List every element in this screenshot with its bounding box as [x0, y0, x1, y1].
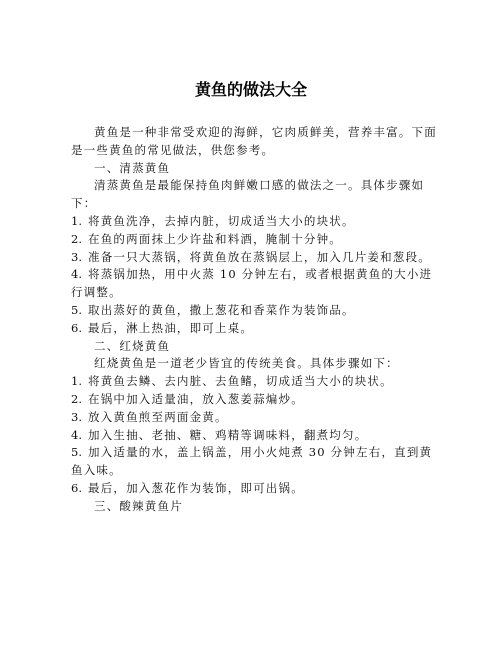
step-number: 6.: [71, 480, 82, 495]
section-heading-sour-spicy: 三、酸辣黄鱼片: [94, 498, 183, 513]
step-text: 最后，加入葱花作为装饰，即可出锅。: [88, 480, 304, 495]
step-item: [71, 409, 439, 427]
step-text: 将黄鱼洗净，去掉内脏，切成适当大小的块状。: [88, 213, 355, 228]
step-number: 1.: [71, 213, 82, 228]
step-number: 2.: [71, 391, 82, 406]
step-number: 4.: [71, 427, 82, 442]
section-heading-braised: 二、红烧黄鱼: [94, 338, 171, 353]
step-number: 1.: [71, 374, 82, 389]
step-text: 加入生抽、老抽、糖、鸡精等调味料，翻煮均匀。: [88, 427, 368, 442]
document-title: 黄鱼的做法大全: [194, 80, 307, 99]
step-text: 在鱼的两面抹上少许盐和料酒，腌制十分钟。: [88, 231, 342, 246]
step-text: 在锅中加入适量油，放入葱姜蒜煸炒。: [88, 391, 304, 406]
step-text: 将蒸锅加热，用中火蒸 10 分钟左右，或者根据黄鱼的大小进行调整。: [71, 267, 433, 300]
step-text: 准备一只大蒸锅，将黄鱼放在蒸锅层上，加入几片姜和葱段。: [88, 249, 431, 264]
step-text: 将黄鱼去鳞、去内脏、去鱼鳍，切成适当大小的块状。: [88, 374, 393, 389]
step-item: [71, 320, 439, 338]
step-item: [71, 249, 439, 267]
section-lead-steamed: 清蒸黄鱼是最能保持鱼肉鲜嫩口感的做法之一。具体步骤如下：: [71, 178, 425, 211]
step-item: [71, 302, 439, 320]
step-number: 4.: [71, 267, 82, 282]
step-number: 3.: [71, 249, 82, 264]
step-number: 3.: [71, 409, 82, 424]
step-number: 2.: [71, 231, 82, 246]
step-text: 最后，淋上热油，即可上桌。: [88, 320, 254, 335]
step-item: [71, 444, 439, 480]
step-item: [71, 427, 439, 445]
step-item: [71, 480, 439, 498]
step-number: 5.: [71, 302, 82, 317]
document-body: [71, 124, 439, 516]
step-item: [71, 231, 439, 249]
intro-paragraph: 黄鱼是一种非常受欢迎的海鲜，它肉质鲜美，营养丰富。下面是一些黄鱼的常见做法，供您参考。: [71, 125, 437, 157]
step-text: 放入黄鱼煎至两面金黄。: [88, 409, 228, 424]
step-item: [71, 266, 439, 302]
section-lead-braised: 红烧黄鱼是一道老少皆宜的传统美食。具体步骤如下：: [94, 356, 399, 371]
step-item: [71, 373, 439, 391]
step-number: 6.: [71, 320, 82, 335]
step-text: 取出蒸好的黄鱼，撒上葱花和香菜作为装饰品。: [88, 302, 355, 317]
step-text: 加入适量的水，盖上锅盖，用小火炖煮 30 分钟左右，直到黄鱼入味。: [71, 445, 433, 478]
step-number: 5.: [71, 445, 82, 460]
step-item: [71, 213, 439, 231]
step-item: [71, 391, 439, 409]
section-heading-steamed: 一、清蒸黄鱼: [94, 160, 171, 175]
